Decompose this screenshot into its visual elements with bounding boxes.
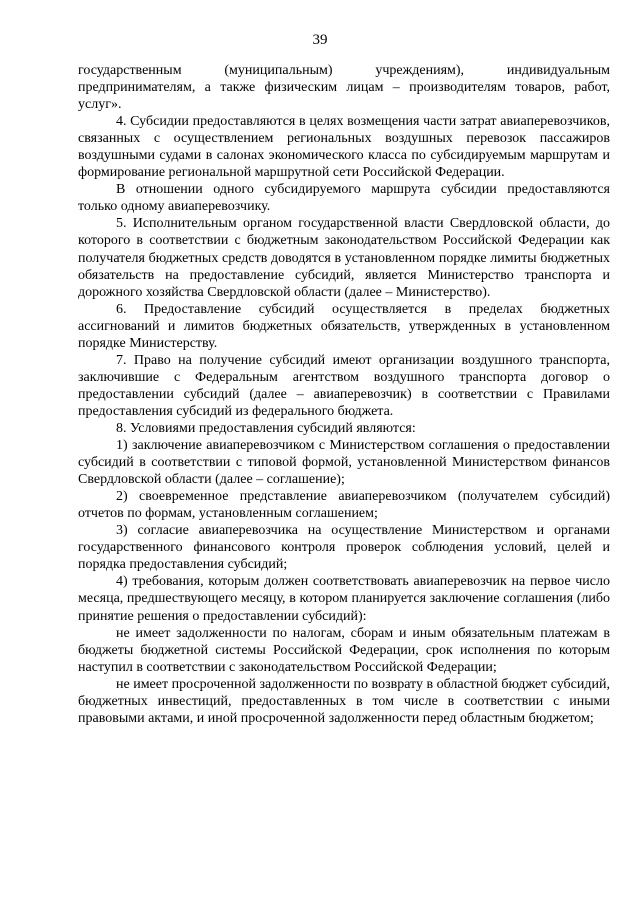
paragraph: В отношении одного субсидируемого маршрута субсидии предоставляются только одному авиаперевозчику.: [78, 182, 610, 215]
paragraph: 2) своевременное представление авиаперевозчиком (получателем субсидий) отчетов по формам, установленным соглашением;: [78, 489, 610, 522]
paragraph: не имеет задолженности по налогам, сборам и иным обязательным платежам в бюджеты бюджетной системы Российской Федерации, срок исполнения по которым наступил в соответствии с законодательством Российской Федерации;: [78, 625, 610, 675]
paragraph: 1) заключение авиаперевозчиком с Министерством соглашения о предоставлении субсидий в соответствии с типовой формой, установленной Министерством финансов Свердловской области (далее – соглашение);: [78, 438, 610, 488]
paragraph: 3) согласие авиаперевозчика на осуществление Министерством и органами государственного финансового контроля проверок соблюдения условий, целей и порядка предоставления субсидий;: [78, 523, 610, 573]
page-number: 39: [312, 32, 328, 48]
paragraph: 6. Предоставление субсидий осуществляется в пределах бюджетных ассигнований и лимитов бюджетных обязательств, утвержденных в установленном порядке Министерству.: [78, 301, 610, 351]
paragraph: не имеет просроченной задолженности по возврату в областной бюджет субсидий, бюджетных инвестиций, предоставленных в том числе в соответствии с иными правовыми актами, и иной просроченной задолженности перед областным бюджетом;: [78, 676, 610, 726]
document-body: [78, 62, 610, 727]
paragraph: 5. Исполнительным органом государственной власти Свердловской области, до которого в соответствии с бюджетным законодательством Российской Федерации как получателя бюджетных средств доводятся в установленном порядке лимиты бюджетных обязательств на предоставление субсидий, является Министерство транспорта и дорожного хозяйства Свердловской области (далее – Министерство).: [78, 216, 610, 300]
paragraph: государственным (муниципальным) учреждениям), индивидуальным предпринимателям, а также физическим лицам – производителям товаров, работ, услуг».: [78, 63, 610, 113]
paragraph: 4) требования, которым должен соответствовать авиаперевозчик на первое число месяца, предшествующего месяцу, в котором планируется заключение соглашения (либо принятие решения о предоставлении субсидий):: [78, 574, 610, 624]
paragraph: 4. Субсидии предоставляются в целях возмещения части затрат авиаперевозчиков, связанных с осуществлением региональных воздушных перевозок пассажиров воздушными судами в салонах экономического класса по субсидируемым маршрутам и формирование региональной маршрутной сети Российской Федерации.: [78, 114, 610, 181]
paragraph: 8. Условиями предоставления субсидий являются:: [116, 420, 416, 436]
paragraph: 7. Право на получение субсидий имеют организации воздушного транспорта, заключившие с Федеральным агентством воздушного транспорта договор о предоставлении субсидий (далее – авиаперевозчик) в соответствии с Правилами предоставления субсидий из федерального бюджета.: [78, 352, 610, 419]
